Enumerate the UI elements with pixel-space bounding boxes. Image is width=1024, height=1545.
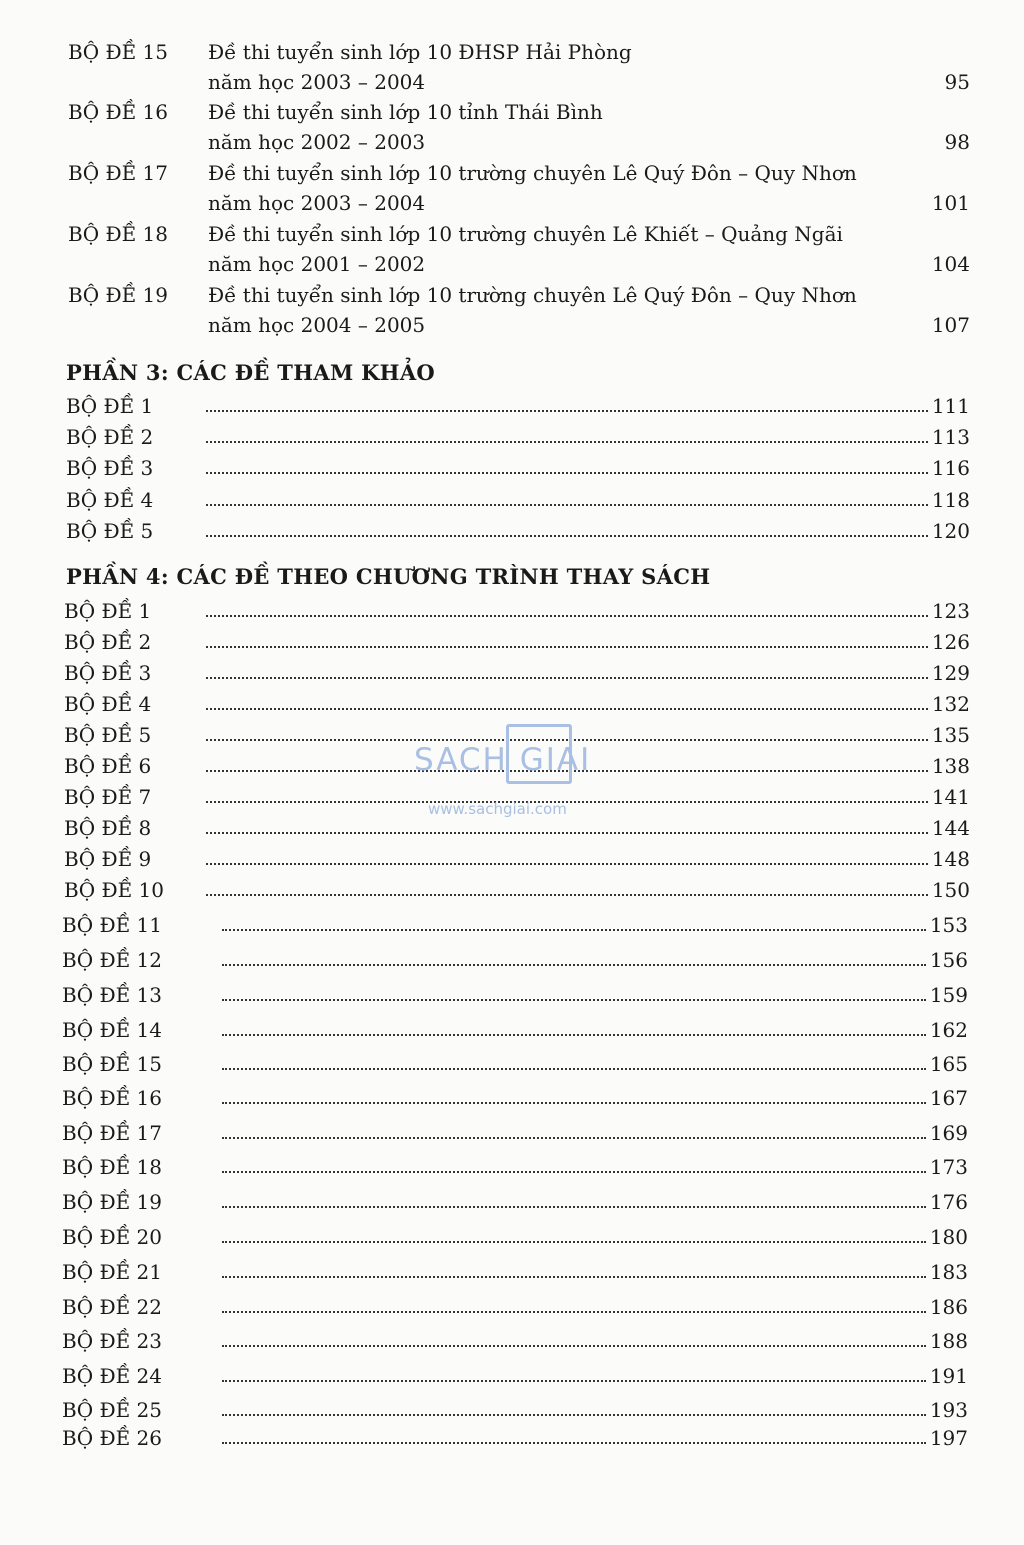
row-label: BỘ ĐỀ 3 (64, 661, 152, 685)
row-label: BỘ ĐỀ 3 (66, 456, 154, 480)
toc-entry (68, 100, 970, 160)
toc-row (62, 1151, 968, 1179)
entry-title: Đề thi tuyển sinh lớp 10 ĐHSP Hải Phòng (208, 40, 632, 64)
part3-heading: PHẦN 3: CÁC ĐỀ THAM KHẢO (66, 360, 436, 385)
toc-row (64, 657, 970, 685)
row-label: BỘ ĐỀ 8 (64, 816, 152, 840)
row-page: 123 (931, 599, 970, 623)
entry-subtitle: năm học 2002 – 2003 (208, 130, 426, 154)
entry-subtitle: năm học 2004 – 2005 (208, 313, 426, 337)
row-page: 167 (929, 1086, 968, 1110)
dot-leader (222, 928, 926, 931)
dot-leader (206, 503, 928, 506)
dot-leader (222, 998, 926, 1001)
toc-row (62, 1082, 968, 1110)
dot-leader (222, 1136, 926, 1139)
row-label: BỘ ĐỀ 6 (64, 754, 152, 778)
row-page: 193 (929, 1398, 968, 1422)
row-label: BỘ ĐỀ 4 (66, 488, 154, 512)
row-page: 150 (931, 878, 970, 902)
row-page: 120 (931, 519, 970, 543)
row-page: 159 (929, 983, 968, 1007)
dot-leader (222, 1379, 926, 1382)
dot-leader (206, 893, 928, 896)
dot-leader (206, 440, 928, 443)
toc-entry (68, 161, 970, 221)
dot-leader (206, 534, 928, 537)
row-page: 148 (931, 847, 970, 871)
toc-row (62, 1221, 968, 1249)
dot-leader (206, 862, 928, 865)
toc-row (66, 421, 970, 449)
entry-title: Đề thi tuyển sinh lớp 10 trường chuyên Lê Quý Đôn – Quy Nhơn (208, 283, 857, 307)
row-label: BỘ ĐỀ 22 (62, 1295, 162, 1319)
dot-leader (206, 707, 928, 710)
toc-entry (68, 40, 970, 100)
toc-row (62, 1186, 968, 1214)
row-page: 156 (929, 948, 968, 972)
entry-page: 104 (931, 252, 970, 276)
row-page: 165 (929, 1052, 968, 1076)
dot-leader (222, 1441, 926, 1444)
row-label: BỘ ĐỀ 20 (62, 1225, 162, 1249)
toc-row (66, 452, 970, 480)
row-label: BỘ ĐỀ 26 (62, 1426, 162, 1450)
watermark-brand: SACH GIAI (414, 742, 592, 778)
dot-leader (222, 1170, 926, 1173)
row-label: BỘ ĐỀ 24 (62, 1364, 162, 1388)
row-page: 138 (931, 754, 970, 778)
row-label: BỘ ĐỀ 18 (62, 1155, 162, 1179)
dot-leader (222, 1033, 926, 1036)
row-label: BỘ ĐỀ 12 (62, 948, 162, 972)
dot-leader (222, 963, 926, 966)
row-page: 111 (931, 394, 970, 418)
row-label: BỘ ĐỀ 5 (64, 723, 152, 747)
row-label: BỘ ĐỀ 13 (62, 983, 162, 1007)
row-label: BỘ ĐỀ 7 (64, 785, 152, 809)
row-page: 183 (929, 1260, 968, 1284)
dot-leader (206, 471, 928, 474)
entry-page: 101 (931, 191, 970, 215)
row-label: BỘ ĐỀ 5 (66, 519, 154, 543)
row-page: 126 (931, 630, 970, 654)
toc-row (62, 1256, 968, 1284)
row-label: BỘ ĐỀ 1 (66, 394, 154, 418)
toc-row (62, 1422, 968, 1450)
row-page: 162 (929, 1018, 968, 1042)
row-label: BỘ ĐỀ 21 (62, 1260, 162, 1284)
toc-row (62, 944, 968, 972)
entry-subtitle: năm học 2003 – 2004 (208, 70, 426, 94)
watermark-logo (410, 722, 620, 822)
dot-leader (222, 1413, 926, 1416)
dot-leader (206, 831, 928, 834)
toc-row (62, 1360, 968, 1388)
entry-label: BỘ ĐỀ 18 (68, 222, 168, 246)
row-label: BỘ ĐỀ 14 (62, 1018, 162, 1042)
row-label: BỘ ĐỀ 2 (64, 630, 152, 654)
row-page: 135 (931, 723, 970, 747)
row-label: BỘ ĐỀ 9 (64, 847, 152, 871)
dot-leader (222, 1275, 926, 1278)
dot-leader (222, 1344, 926, 1347)
entry-page: 107 (931, 313, 970, 337)
row-page: 173 (929, 1155, 968, 1179)
dot-leader (222, 1310, 926, 1313)
dot-leader (206, 409, 928, 412)
row-page: 141 (931, 785, 970, 809)
row-page: 116 (931, 456, 970, 480)
toc-row (62, 909, 968, 937)
row-page: 180 (929, 1225, 968, 1249)
toc-row (62, 1048, 968, 1076)
entry-label: BỘ ĐỀ 19 (68, 283, 168, 307)
entry-title: Đề thi tuyển sinh lớp 10 trường chuyên Lê Quý Đôn – Quy Nhơn (208, 161, 857, 185)
entry-title: Đề thi tuyển sinh lớp 10 trường chuyên Lê Khiết – Quảng Ngãi (208, 222, 843, 246)
toc-row (64, 626, 970, 654)
row-label: BỘ ĐỀ 1 (64, 599, 152, 623)
row-page: 129 (931, 661, 970, 685)
toc-row (62, 1291, 968, 1319)
dot-leader (206, 614, 928, 617)
toc-row (62, 1325, 968, 1353)
toc-row (64, 874, 970, 902)
row-label: BỘ ĐỀ 10 (64, 878, 164, 902)
row-label: BỘ ĐỀ 15 (62, 1052, 162, 1076)
row-label: BỘ ĐỀ 16 (62, 1086, 162, 1110)
dot-leader (222, 1101, 926, 1104)
row-page: 144 (931, 816, 970, 840)
toc-row (64, 843, 970, 871)
row-page: 191 (929, 1364, 968, 1388)
entry-page: 98 (944, 130, 970, 154)
toc-row (64, 688, 970, 716)
toc-row (62, 979, 968, 1007)
dot-leader (206, 645, 928, 648)
row-page: 176 (929, 1190, 968, 1214)
row-page: 169 (929, 1121, 968, 1145)
toc-row (66, 515, 970, 543)
row-label: BỘ ĐỀ 19 (62, 1190, 162, 1214)
row-page: 113 (931, 425, 970, 449)
row-page: 118 (931, 488, 970, 512)
dot-leader (206, 676, 928, 679)
row-label: BỘ ĐỀ 4 (64, 692, 152, 716)
row-label: BỘ ĐỀ 23 (62, 1329, 162, 1353)
toc-row (62, 1117, 968, 1145)
toc-entry (68, 222, 970, 282)
toc-row (66, 484, 970, 512)
row-page: 153 (929, 913, 968, 937)
row-label: BỘ ĐỀ 2 (66, 425, 154, 449)
entry-label: BỘ ĐỀ 17 (68, 161, 168, 185)
dot-leader (222, 1067, 926, 1070)
toc-row (62, 1394, 968, 1422)
row-label: BỘ ĐỀ 25 (62, 1398, 162, 1422)
part4-heading: PHẦN 4: CÁC ĐỀ THEO CHƯƠNG TRÌNH THAY SÁCH (66, 564, 711, 589)
row-page: 132 (931, 692, 970, 716)
entry-label: BỘ ĐỀ 15 (68, 40, 168, 64)
watermark-url: www.sachgiai.com (428, 800, 567, 818)
entry-label: BỘ ĐỀ 16 (68, 100, 168, 124)
entry-page: 95 (944, 70, 970, 94)
row-page: 186 (929, 1295, 968, 1319)
dot-leader (222, 1240, 926, 1243)
entry-subtitle: năm học 2001 – 2002 (208, 252, 426, 276)
toc-row (64, 595, 970, 623)
row-page: 188 (929, 1329, 968, 1353)
toc-row (66, 390, 970, 418)
toc-row (62, 1014, 968, 1042)
row-page: 197 (929, 1426, 968, 1450)
entry-subtitle: năm học 2003 – 2004 (208, 191, 426, 215)
row-label: BỘ ĐỀ 11 (62, 913, 162, 937)
entry-title: Đề thi tuyển sinh lớp 10 tỉnh Thái Bình (208, 100, 603, 124)
toc-entry (68, 283, 970, 343)
row-label: BỘ ĐỀ 17 (62, 1121, 162, 1145)
dot-leader (222, 1205, 926, 1208)
